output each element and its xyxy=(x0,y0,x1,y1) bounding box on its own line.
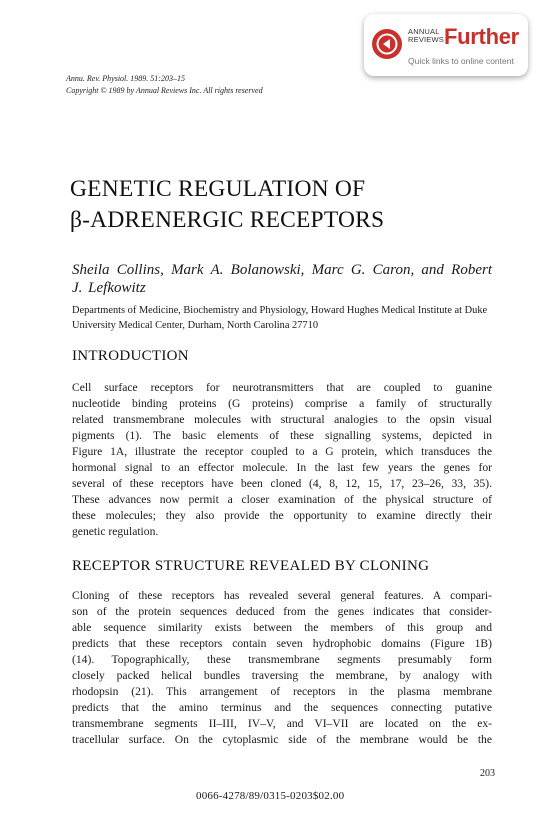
text-line: son of the protein sequences deduced from the genes indicates that consider- xyxy=(72,605,492,618)
text-line: Cell surface receptors for neurotransmitters that are coupled to guanine xyxy=(72,381,492,394)
article-title xyxy=(70,174,384,236)
text-line: predicts that these receptors contain seven hydrophobic domains (Figure 1B) xyxy=(72,637,492,650)
badge-subtitle: Quick links to online content xyxy=(408,56,514,66)
article-code: 0066-4278/89/0315-0203$02.00 xyxy=(196,790,345,802)
badge-further-label: Further xyxy=(444,24,519,49)
text-line: able sequence similarity exists between the members of this group and xyxy=(72,621,492,634)
section-heading-receptor-structure: RECEPTOR STRUCTURE REVEALED BY CLONING xyxy=(72,558,430,574)
affiliation: Departments of Medicine, Biochemistry and Physiology, Howard Hughes Medical Institute at Duke University Medical Center, Durham, North Carolina 27710 xyxy=(72,305,488,331)
play-icon xyxy=(371,28,403,60)
text-line: several of these receptors have been cloned (4, 8, 12, 15, 17, 23–26, 33, 35). xyxy=(72,477,492,490)
text-line: closely packed helical bundles traversing the membrane, by analogy with xyxy=(72,669,492,682)
receptor-structure-paragraph xyxy=(72,588,492,748)
page-number: 203 xyxy=(480,768,495,779)
authors: Sheila Collins, Mark A. Bolanowski, Marc G. Caron, and Robert J. Lefkowitz xyxy=(72,262,492,296)
text-line: rhodopsin (21). This arrangement of receptors in the plasma membrane xyxy=(72,685,492,698)
badge-publisher: ANNUAL REVIEWS xyxy=(408,27,444,44)
introduction-paragraph xyxy=(72,380,492,540)
further-badge[interactable] xyxy=(364,14,528,76)
text-line: nucleotide binding proteins (G proteins) comprise a family of structurally xyxy=(72,397,492,410)
text-line: Cloning of these receptors has revealed several general features. A compari- xyxy=(72,589,492,602)
text-line: Figure 1A, illustrate the receptor coupled to a G protein, which transduces the xyxy=(72,445,492,458)
journal-citation: Annu. Rev. Physiol. 1989. 51:203–15 xyxy=(66,74,185,83)
text-line: pigments (1). The basic elements of these signalling systems, depicted in xyxy=(72,429,492,442)
text-line: hormonal signal to an effector molecule. In the last few years the genes for xyxy=(72,461,492,474)
text-line: tracellular surface. On the cytoplasmic side of the membrane would be the xyxy=(72,733,492,746)
title-line-1: GENETIC REGULATION OF xyxy=(70,176,366,202)
title-line-2: β-ADRENERGIC RECEPTORS xyxy=(70,207,385,233)
text-line: these molecules; they also provide the opportunity to examine directly their xyxy=(72,509,492,522)
text-line: transmembrane segments II–III, IV–V, and VI–VII are located on the ex- xyxy=(72,717,492,730)
text-line: predicts that the amino terminus and the sequences connecting putative xyxy=(72,701,492,714)
section-heading-introduction: INTRODUCTION xyxy=(72,348,189,364)
text-line: genetic regulation. xyxy=(72,525,159,538)
text-line: These advances now permit a closer examination of the physical structure of xyxy=(72,493,492,506)
text-line: (14). Topographically, these transmembrane segments presumably form xyxy=(72,653,492,666)
journal-copyright: Copyright © 1989 by Annual Reviews Inc. All rights reserved xyxy=(66,86,263,95)
text-line: related transmembrane molecules with structural analogies to the opsin visual xyxy=(72,413,492,426)
